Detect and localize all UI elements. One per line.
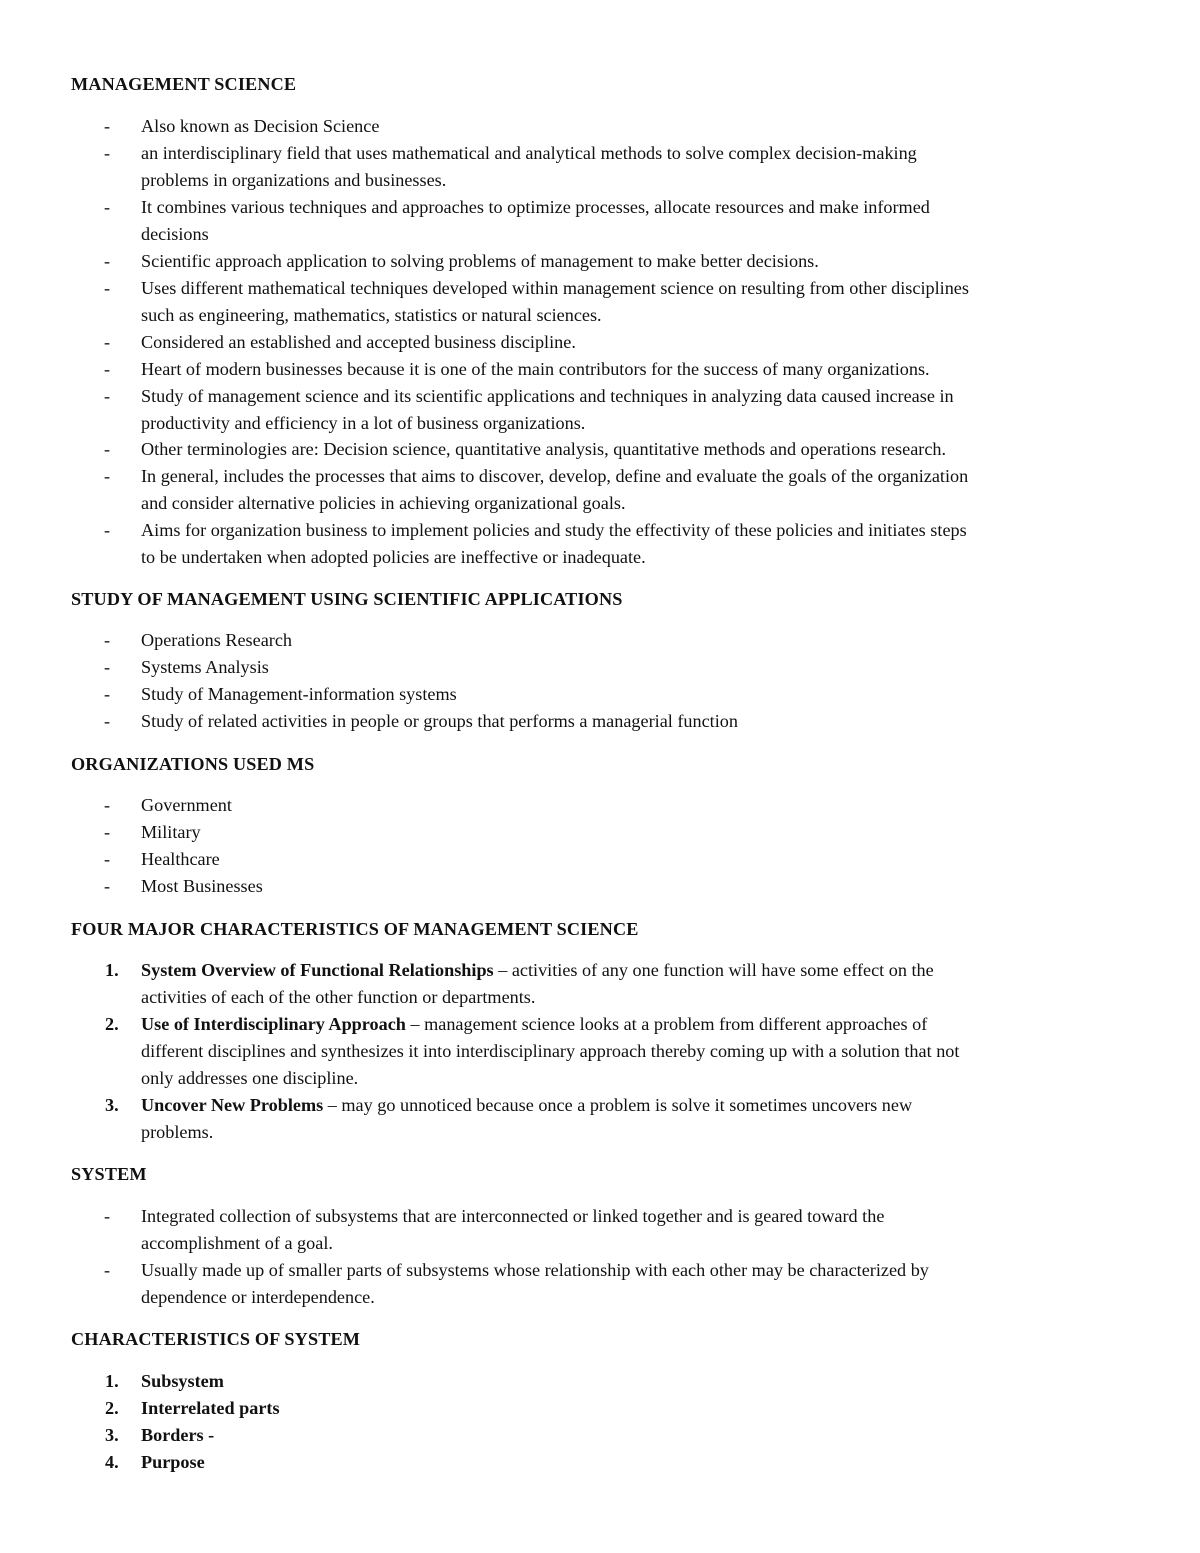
section-heading-organizations: ORGANIZATIONS USED MS	[71, 754, 315, 774]
item-number: 2.	[105, 1398, 119, 1418]
dash-marker: -	[104, 630, 111, 650]
item-description: activities of each of the other function or departments.	[141, 987, 536, 1007]
dash-marker: -	[104, 332, 111, 352]
list-item-text: Study of related activities in people or groups that performs a managerial function	[141, 711, 738, 731]
list-item-text: Heart of modern businesses because it is one of the main contributors for the success of many organizations.	[141, 359, 930, 379]
dash-marker: -	[104, 466, 111, 486]
dash-marker: -	[104, 520, 111, 540]
dash-marker: -	[104, 143, 111, 163]
list-item-text: Most Businesses	[141, 876, 263, 896]
item-description: only addresses one discipline.	[141, 1068, 359, 1088]
item-number: 1.	[105, 1371, 119, 1391]
dash-marker: -	[104, 849, 111, 869]
item-number: 1.	[105, 960, 119, 980]
section-heading-scientific-applications: STUDY OF MANAGEMENT USING SCIENTIFIC APPLICATIONS	[71, 589, 623, 609]
list-item-text: Study of Management-information systems	[141, 684, 457, 704]
item-term: Uncover New Problems	[141, 1095, 324, 1115]
dash-marker: -	[104, 116, 111, 136]
dash-marker: -	[104, 684, 111, 704]
item-term: Use of Interdisciplinary Approach	[141, 1014, 406, 1034]
list-item-text: such as engineering, mathematics, statistics or natural sciences.	[141, 305, 602, 325]
list-item-text: problems in organizations and businesses.	[141, 170, 447, 190]
list-item-text: Also known as Decision Science	[141, 116, 380, 136]
list-item-text: Integrated collection of subsystems that are interconnected or linked together and is geared toward the	[141, 1206, 885, 1226]
list-item-text: Uses different mathematical techniques developed within management science on resulting from other disciplines	[141, 278, 969, 298]
list-item-text: productivity and efficiency in a lot of business organizations.	[141, 413, 586, 433]
list-item-text: an interdisciplinary field that uses mathematical and analytical methods to solve complex decision-making	[141, 143, 917, 163]
list-item-text: Systems Analysis	[141, 657, 269, 677]
item-term: Borders -	[141, 1425, 215, 1445]
dash-marker: -	[104, 197, 111, 217]
list-item-text: Healthcare	[141, 849, 220, 869]
list-item-text: accomplishment of a goal.	[141, 1233, 333, 1253]
dash-marker: -	[104, 439, 111, 459]
list-item-text: In general, includes the processes that aims to discover, develop, define and evaluate the goals of the organization	[141, 466, 969, 486]
list-item-text: Study of management science and its scientific applications and techniques in analyzing data caused increase in	[141, 386, 954, 406]
item-term: Interrelated parts	[141, 1398, 280, 1418]
list-item-text: Other terminologies are: Decision science, quantitative analysis, quantitative methods and operations research.	[141, 439, 947, 459]
item-description: – management science looks at a problem from different approaches of	[405, 1014, 928, 1034]
list-item-text: Considered an established and accepted business discipline.	[141, 332, 576, 352]
section-heading-management-science: MANAGEMENT SCIENCE	[71, 74, 297, 94]
list-item-text: Military	[141, 822, 201, 842]
list-item-text: decisions	[141, 224, 209, 244]
dash-marker: -	[104, 251, 111, 271]
section-heading-four-characteristics: FOUR MAJOR CHARACTERISTICS OF MANAGEMENT SCIENCE	[71, 919, 639, 939]
item-number: 2.	[105, 1014, 119, 1034]
section-heading-system: SYSTEM	[71, 1164, 147, 1184]
list-item-text: It combines various techniques and approaches to optimize processes, allocate resources and make informed	[141, 197, 930, 217]
item-term: Purpose	[141, 1452, 205, 1472]
list-item-text: Aims for organization business to implement policies and study the effectivity of these policies and initiates steps	[141, 520, 967, 540]
dash-marker: -	[104, 822, 111, 842]
item-number: 3.	[105, 1425, 119, 1445]
list-item-text: and consider alternative policies in achieving organizational goals.	[141, 493, 626, 513]
dash-marker: -	[104, 278, 111, 298]
item-description: different disciplines and synthesizes it into interdisciplinary approach thereby coming up with a solution that not	[141, 1041, 960, 1061]
list-item-text: Usually made up of smaller parts of subsystems whose relationship with each other may be characterized by	[141, 1260, 929, 1280]
dash-marker: -	[104, 795, 111, 815]
item-description: – may go unnoticed because once a problem is solve it sometimes uncovers new	[323, 1095, 913, 1115]
item-term: Subsystem	[141, 1371, 224, 1391]
dash-marker: -	[104, 876, 111, 896]
list-item-text: Scientific approach application to solving problems of management to make better decisions.	[141, 251, 819, 271]
dash-marker: -	[104, 359, 111, 379]
list-item-text: Operations Research	[141, 630, 292, 650]
item-term: System Overview of Functional Relationships	[141, 960, 494, 980]
item-description: – activities of any one function will have some effect on the	[493, 960, 934, 980]
item-number: 3.	[105, 1095, 119, 1115]
item-description: problems.	[141, 1122, 214, 1142]
dash-marker: -	[104, 711, 111, 731]
section-heading-characteristics-of-system: CHARACTERISTICS OF SYSTEM	[71, 1329, 361, 1349]
list-item-text: to be undertaken when adopted policies are ineffective or inadequate.	[141, 547, 646, 567]
dash-marker: -	[104, 1260, 111, 1280]
dash-marker: -	[104, 1206, 111, 1226]
list-item-text: dependence or interdependence.	[141, 1287, 375, 1307]
item-number: 4.	[105, 1452, 119, 1472]
list-item-text: Government	[141, 795, 232, 815]
dash-marker: -	[104, 386, 111, 406]
dash-marker: -	[104, 657, 111, 677]
